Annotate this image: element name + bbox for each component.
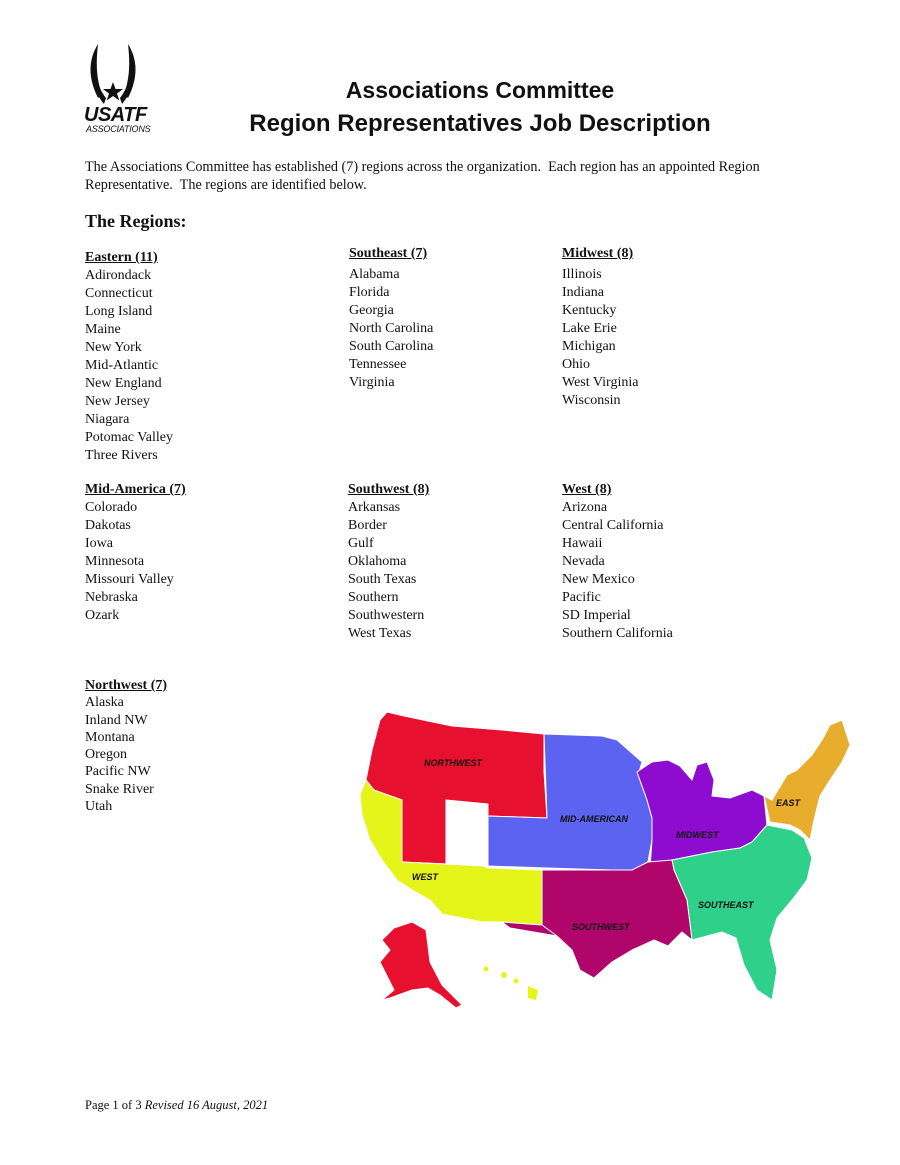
region-title: Midwest (8) [562,246,634,261]
list-item: Hawaii [562,536,603,551]
map-label-west: WEST [412,872,438,882]
region-title: Mid-America (7) [85,482,186,497]
intro-paragraph: The Associations Committee has established (7) regions across the organization. Each region has an appointed Region Representative. The regions are identified below. [85,159,767,193]
list-item: Oklahoma [348,554,407,569]
list-item: Missouri Valley [85,572,174,587]
list-item: SD Imperial [562,608,631,623]
list-item: Minnesota [85,554,145,569]
list-item: Kentucky [562,303,617,318]
list-item: Inland NW [85,712,148,728]
list-item: Alabama [349,267,400,282]
list-item: Colorado [85,500,138,515]
revision-date: Revised 16 August, 2021 [144,1098,269,1112]
list-item: Florida [349,285,390,300]
list-item: Connecticut [85,286,153,301]
page-footer [85,1098,268,1113]
region-title: Southeast (7) [349,246,428,261]
region-west [562,481,673,643]
list-item: Ohio [562,357,590,372]
map-label-east: EAST [776,798,801,808]
logo-wordmark: USATF [84,104,147,126]
list-item: Nevada [562,554,605,569]
list-item: Maine [85,322,121,337]
list-item: Three Rivers [85,448,158,463]
map-label-southeast: SOUTHEAST [698,900,754,910]
list-item: Illinois [562,267,602,282]
list-item: New Jersey [85,394,150,409]
map-region-hawaii [484,967,539,1001]
list-item: Arizona [562,500,608,515]
map-label-midwest: MIDWEST [676,830,719,840]
list-item: Central California [562,518,664,533]
map-label-northwest: NORTHWEST [424,758,482,768]
list-item: Pacific [562,590,601,605]
map-label-southwest: SOUTHWEST [572,922,630,932]
list-item: Ozark [85,608,120,623]
list-item: Pacific NW [85,764,151,780]
map-region-alaska [380,922,462,1008]
region-title: Southwest (8) [348,482,430,497]
page-title-line1: Associations Committee [345,77,615,103]
page-title-line2: Region Representatives Job Description [249,110,711,137]
region-southeast [349,245,433,392]
list-item: Lake Erie [562,321,617,336]
list-item: Southwestern [348,608,425,623]
list-item: Utah [85,799,113,815]
list-item: Montana [85,729,135,745]
list-item: Long Island [85,304,153,319]
list-item: New Mexico [562,572,635,587]
list-item: Michigan [562,339,616,354]
list-item: Indiana [562,285,604,300]
list-item: Southern [348,590,399,605]
list-item: South Texas [348,572,417,587]
list-item: New York [85,340,142,355]
list-item: Dakotas [85,518,131,533]
region-northwest [85,677,167,815]
page-number: Page 1 of 3 [85,1098,142,1112]
list-item: Mid-Atlantic [85,358,159,373]
us-regions-map [352,700,857,1012]
list-item: Gulf [348,536,374,551]
region-title: Eastern (11) [85,250,158,265]
region-title: West (8) [562,482,612,497]
list-item: Wisconsin [562,393,621,408]
list-item: Southern California [562,626,673,641]
list-item: Tennessee [349,357,407,372]
list-item: West Virginia [562,375,639,390]
list-item: Nebraska [85,590,138,605]
list-item: Potomac Valley [85,430,174,445]
list-item: Arkansas [348,500,401,515]
region-eastern [85,249,173,465]
list-item: Niagara [85,412,130,427]
map-region-east [764,720,850,840]
region-midwest [562,245,638,410]
list-item: Adirondack [85,268,152,283]
region-title: Northwest (7) [85,678,168,693]
list-item: New England [85,376,162,391]
list-item: West Texas [348,626,412,641]
list-item: North Carolina [349,321,434,336]
logo-subtitle: ASSOCIATIONS [86,124,151,134]
regions-heading: The Regions: [85,211,187,231]
list-item: Oregon [85,747,127,763]
region-southwest [348,481,429,643]
list-item: Iowa [85,536,113,551]
list-item: Border [348,518,387,533]
list-item: Virginia [349,375,395,390]
map-label-mid-american: MID-AMERICAN [560,814,628,824]
list-item: South Carolina [349,339,434,354]
list-item: Alaska [85,695,124,711]
region-mid-america [85,481,186,625]
list-item: Georgia [349,303,394,318]
list-item: Snake River [85,781,154,797]
